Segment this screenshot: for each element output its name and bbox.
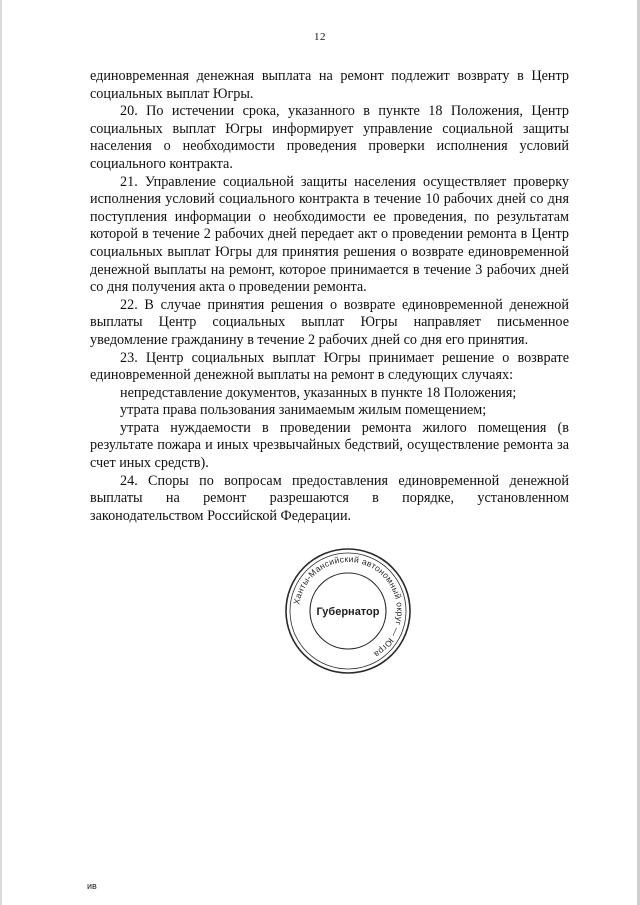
seal-ring-text: Ханты-Мансийский автономный округ — Югра <box>291 553 406 660</box>
paragraph-24-end: законодательством Российской Федерации. <box>90 507 352 524</box>
paragraph-21: 21. Управление социальной защиты населения осуществляет проверку исполнения условий социального контракта в течение 10 рабочих дней со дня поступления информации о необходимости ее проведения, по результатам которой в течение 2 рабочих дней передает акт о проведении ремонта в Центр социальных выплат Югры для принятия решения о возврате единовременной денежной выплаты на ремонт, которое принимается в течение 3 рабочих дней со дня получения акта о проведении ремонта. <box>90 173 569 296</box>
paragraph-20: 20. По истечении срока, указанного в пункте 18 Положения, Центр социальных выплат Югры информирует управление социальной защиты населения о необходимости проведения проверки исполнения условий социального контракта. <box>90 103 569 172</box>
page-left-edge <box>0 0 2 905</box>
document-body <box>90 68 569 525</box>
paragraph-24: 24. Споры по вопросам предоставления единовременной денежной выплаты на ремонт разрешаются в порядке, установленном <box>90 472 569 507</box>
list-item-documents: непредставление документов, указанных в пункте 18 Положения; <box>120 384 517 401</box>
seal-center-text: Губернатор <box>316 606 380 618</box>
paragraph-continuation: единовременная денежная выплата на ремонт подлежит возврату в Центр социальных выплат Югры. <box>90 68 569 102</box>
list-item-right-loss: утрата права пользования занимаемым жилым помещением; <box>120 402 487 419</box>
footer-code: ив <box>87 881 97 891</box>
page-number: 12 <box>314 31 326 43</box>
list-item-need-loss: утрата нуждаемости в проведении ремонта жилого помещения (в результате пожара и иных чрезвычайных бедствий, осуществление ремонта за счет иных средств). <box>90 419 569 472</box>
governor-seal <box>283 546 413 676</box>
paragraph-22: 22. В случае принятия решения о возврате единовременной денежной выплаты Центр социальных выплат Югры направляет письменное уведомление гражданину в течение 2 рабочих дней со дня его принятия. <box>90 296 569 348</box>
seal-graphic <box>283 546 413 676</box>
paragraph-23: 23. Центр социальных выплат Югры принимает решение о возврате единовременной денежной выплаты на ремонт в следующих случаях: <box>90 349 569 384</box>
